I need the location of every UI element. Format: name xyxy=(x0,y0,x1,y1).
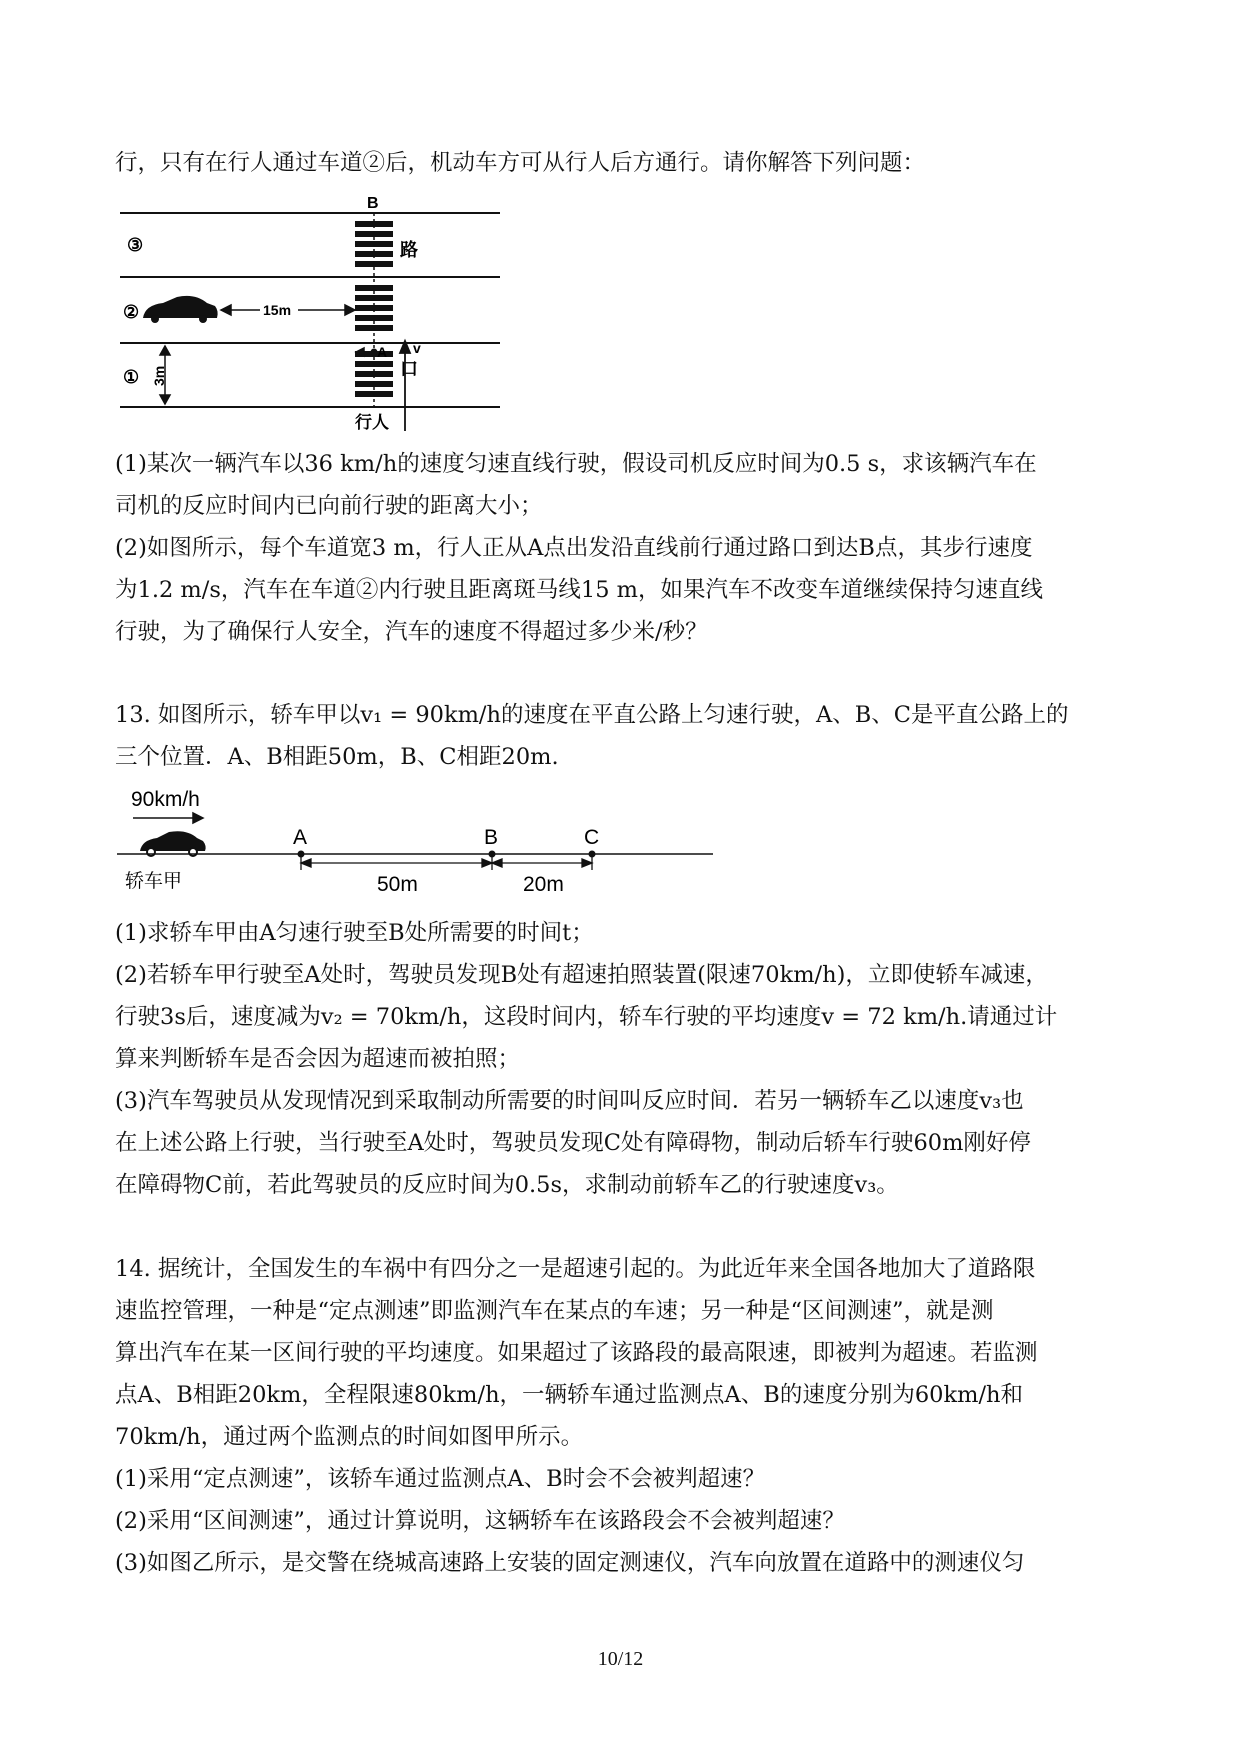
text-line: 行驶3s后，速度减为v₂ = 70km/h，这段时间内，轿车行驶的平均速度v = 72 km/h.请通过计 xyxy=(115,1004,1058,1030)
text-line: 14. 据统计，全国发生的车祸中有四分之一是超速引起的。为此近年来全国各地加大了道路限 xyxy=(115,1256,1036,1282)
road-figure xyxy=(115,784,735,909)
text-line: 13. 如图所示，轿车甲以v₁ = 90km/h的速度在平直公路上匀速行驶，A、B、C是平直公路上的 xyxy=(115,702,1069,728)
text-line: 在上述公路上行驶，当行驶至A处时，驾驶员发现C处有障碍物，制动后轿车行驶60m刚好停 xyxy=(115,1130,1031,1156)
text-line: 算出汽车在某一区间行驶的平均速度。如果超过了该路段的最高限速，即被判为超速。若监测 xyxy=(115,1340,1038,1366)
text-line: (2)如图所示，每个车道宽3 m，行人正从A点出发沿直线前行通过路口到达B点，其步行速度 xyxy=(115,535,1033,561)
text-line: 速监控管理，一种是“定点测速”即监测汽车在某点的车速；另一种是“区间测速”，就是测 xyxy=(115,1298,994,1324)
text-line: 算来判断轿车是否会因为超速而被拍照； xyxy=(115,1046,521,1072)
speed-label: 90km/h xyxy=(131,788,200,811)
car-icon xyxy=(143,296,218,323)
text-line: (1)某次一辆汽车以36 km/h的速度匀速直线行驶，假设司机反应时间为0.5 s，求该辆汽车在 xyxy=(115,451,1037,477)
distance-15m-label: 15m xyxy=(263,302,292,318)
point-c-label: C xyxy=(584,826,600,849)
text-line: (1)求轿车甲由A匀速行驶至B处所需要的时间t； xyxy=(115,920,594,946)
distance-bc-label: 20m xyxy=(523,873,564,896)
car-label: 轿车甲 xyxy=(125,871,183,892)
crosswalk-figure xyxy=(115,193,515,433)
point-b-label: B xyxy=(367,195,379,212)
text-line: 点A、B相距20km，全程限速80km/h，一辆轿车通过监测点A、B的速度分别为60km/h和 xyxy=(115,1382,1024,1408)
distance-ab-label: 50m xyxy=(377,873,418,896)
text-line: (3)如图乙所示，是交警在绕城高速路上安装的固定测速仪，汽车向放置在道路中的测速仪匀 xyxy=(115,1550,1025,1576)
point-a-label: A xyxy=(293,826,308,849)
text-line: 三个位置．A、B相距50m，B、C相距20m. xyxy=(115,744,559,770)
lane-1-label: ① xyxy=(123,367,140,387)
velocity-label: v xyxy=(413,340,421,356)
road-char-2: 口 xyxy=(400,359,418,379)
lane-3-label: ③ xyxy=(127,235,144,255)
text-line: 为1.2 m/s，汽车在车道②内行驶且距离斑马线15 m，如果汽车不改变车道继续保持匀速直线 xyxy=(115,577,1044,603)
text-line: (1)采用“定点测速”，该轿车通过监测点A、B时会不会被判超速？ xyxy=(115,1466,766,1492)
walker-label: 行人 xyxy=(355,413,389,432)
road-char-1: 路 xyxy=(400,240,418,260)
text-line: 行驶，为了确保行人安全，汽车的速度不得超过多少米/秒？ xyxy=(115,619,708,645)
text-line: (2)采用“区间测速”，通过计算说明，这辆轿车在该路段会不会被判超速？ xyxy=(115,1508,845,1534)
car-icon xyxy=(140,831,206,856)
point-b-label: B xyxy=(484,826,499,849)
text-line: (2)若轿车甲行驶至A处时，驾驶员发现B处有超速拍照装置(限速70km/h)，立即使轿车减速， xyxy=(115,962,1048,988)
text-line: 行，只有在行人通过车道②后，机动车方可从行人后方通行。请你解答下列问题： xyxy=(115,150,926,176)
text-line: 司机的反应时间内已向前行驶的距离大小； xyxy=(115,493,543,519)
lane-width-label: 3m xyxy=(151,365,167,386)
lane-2-label: ② xyxy=(123,302,140,322)
page-number: 10/12 xyxy=(597,1648,644,1670)
point-a-label: A xyxy=(377,344,388,360)
text-line: 70km/h，通过两个监测点的时间如图甲所示。 xyxy=(115,1424,584,1450)
text-line: 在障碍物C前，若此驾驶员的反应时间为0.5s，求制动前轿车乙的行驶速度v₃。 xyxy=(115,1172,899,1198)
text-line: (3)汽车驾驶员从发现情况到采取制动所需要的时间叫反应时间．若另一辆轿车乙以速度v₃也 xyxy=(115,1088,1024,1114)
